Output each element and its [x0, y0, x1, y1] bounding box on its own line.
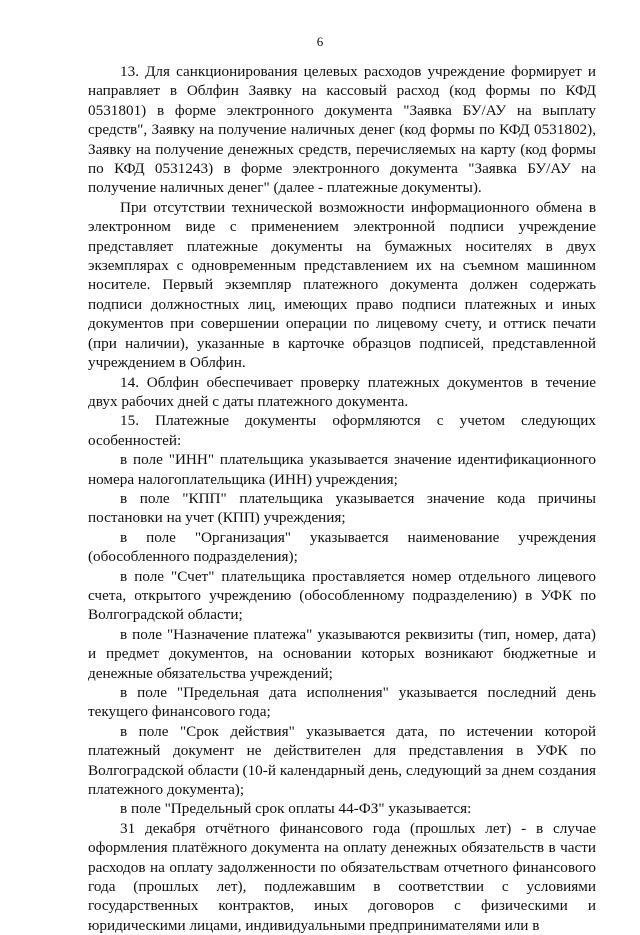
field-validity-period: в поле "Срок действия" указывается дата, по истечении которой платежный документ не действителен для представления в УФК по Волгоградской области (10-й календарный день, следующий за днем создания платежного документа);: [88, 722, 596, 799]
document-body: [88, 62, 596, 935]
paragraph-14: 14. Облфин обеспечивает проверку платежных документов в течение двух рабочих дней с даты платежного документа.: [88, 373, 596, 410]
field-kpp: в поле "КПП" плательщика указывается значение кода причины постановки на учет (КПП) учреждения;: [88, 489, 596, 527]
field-account: в поле "Счет" плательщика проставляется номер отдельного лицевого счета, открытого учреждению (обособленному подразделению) в УФК по Волгоградской области;: [88, 567, 596, 624]
field-inn: в поле "ИНН" плательщика указывается значение идентификационного номера налогоплательщика (ИНН) учреждения;: [88, 451, 596, 488]
field-payment-deadline-44fz: в поле "Предельный срок оплаты 44-ФЗ" указывается:: [120, 800, 472, 818]
field-execution-date: в поле "Предельная дата исполнения" указывается последний день текущего финансового года;: [88, 684, 596, 721]
paragraph-paper-documents: При отсутствии технической возможности информационного обмена в электронном виде с применением электронной подписи учреждение представляет платежные документы на бумажных носителях в двух экземплярах с одновременным представлением их на съемном машинном носителе. Первый экземпляр платежного документа должен содержать подписи должностных лиц, имеющих право подписи платежных и иных документов при совершении операции по лицевому счету, и оттиск печати (при наличии), указанные в карточке образцов подписей, представленной учреждением в Облфин.: [88, 198, 596, 372]
field-payment-purpose: в поле "Назначение платежа" указываются реквизиты (тип, номер, дата) и предмет документов, на основании которых возникают бюджетные и денежные обязательства учреждений;: [88, 625, 596, 682]
page-number: 6: [316, 34, 324, 49]
paragraph-15: 15. Платежные документы оформляются с учетом следующих особенностей:: [88, 412, 596, 449]
field-organization: в поле "Организация" указывается наименование учреждения (обособленного подразделения);: [88, 528, 596, 566]
paragraph-13: 13. Для санкционирования целевых расходов учреждение формирует и направляет в Облфин Заявку на кассовый расход (код формы по КФД 0531801) в форме электронного документа "Заявка БУ/АУ на выплату средств", Заявку на получение наличных денег (код формы по КФД 0531802), Заявку на получение денежных средств, перечисляемых на карту (код формы по КФД 0531243) в форме электронного документа "Заявка БУ/АУ на получение наличных денег" (далее - платежные документы).: [88, 63, 596, 197]
paragraph-december-31: 31 декабря отчётного финансового года (прошлых лет) - в случае оформления платёжного документа на оплату денежных обязательств в части расходов на оплату задолженности по обязательствам отчетного финансового года (прошлых лет), подлежавшим в соответствии с условиями государственных контрактов, иных договоров с физическими и юридическими лицами, индивидуальными предпринимателями или в: [88, 819, 596, 934]
